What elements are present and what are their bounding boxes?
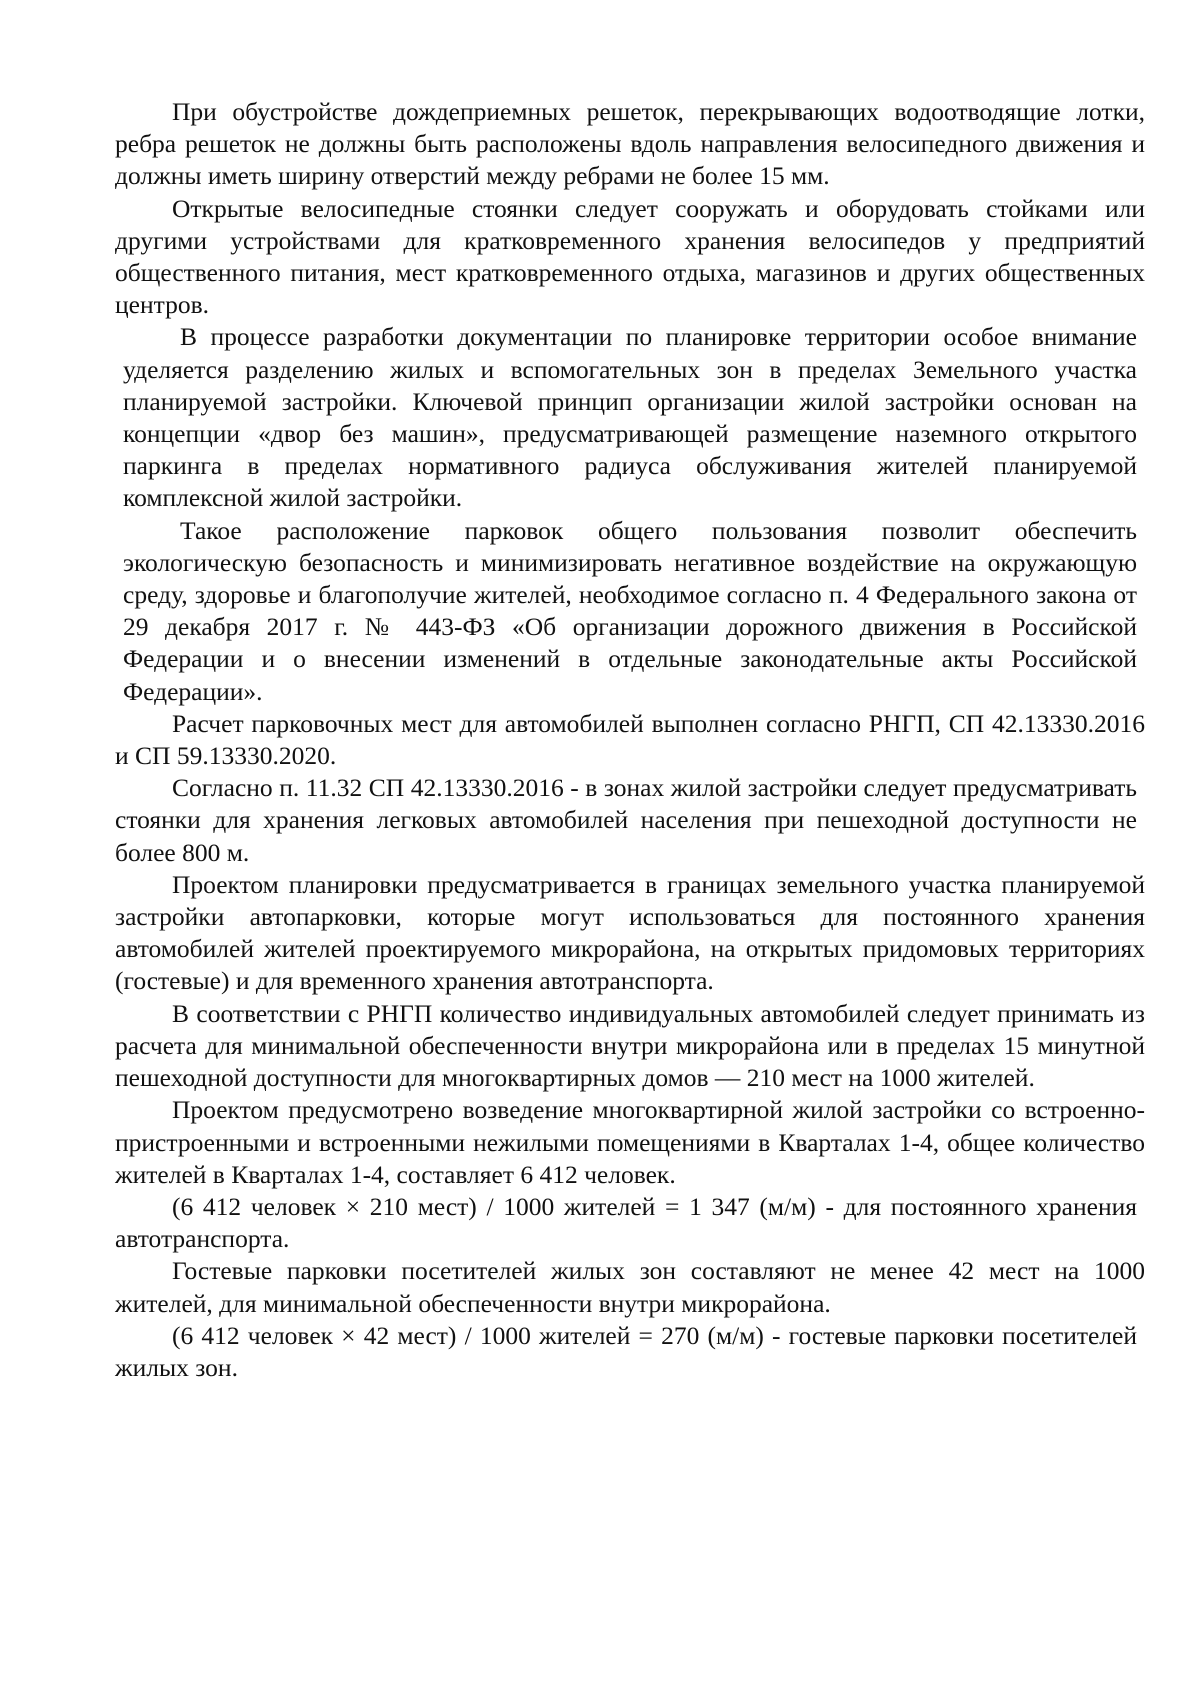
- paragraph-calculation-basis: Расчет парковочных мест для автомобилей выполнен согласно РНГП, СП 42.13330.2016 и СП 59.13330.2020.: [115, 708, 1145, 771]
- paragraph-guest-parking-calc: (6 412 человек × 42 мест) / 1000 жителей = 270 (м/м) - гостевые парковки посетителей жилых зон.: [115, 1320, 1137, 1382]
- paragraph-planned-parking: Проектом планировки предусматривается в границах земельного участка планируемой застройки автопарковки, которые могут использоваться для постоянного хранения автомобилей жителей проектируемого микрорайона, на открытых придомовых территориях (гостевые) и для временного хранения автотранспорта.: [115, 869, 1145, 996]
- document-page: [115, 96, 1145, 1384]
- paragraph-rngp-norm: В соответствии с РНГП количество индивидуальных автомобилей следует принимать из расчета для минимальной обеспеченности внутри микрорайона или в пределах 15 минутной пешеходной доступности для многоквартирных домов — 210 мест на 1000 жителей.: [115, 998, 1145, 1093]
- paragraph-bicycle-parking: Открытые велосипедные стоянки следует сооружать и оборудовать стойками или другими устройствами для кратковременного хранения велосипедов у предприятий общественного питания, мест кратковременного отдыха, магазинов и других общественных центров.: [115, 193, 1145, 320]
- paragraph-sp-11-32: Согласно п. 11.32 СП 42.13330.2016 - в зонах жилой застройки следует предусматривать стоянки для хранения легковых автомобилей населения при пешеходной доступности не более 800 м.: [115, 773, 1137, 867]
- paragraph-residents-count: Проектом предусмотрено возведение многоквартирной жилой застройки со встроенно-пристроенными и встроенными нежилыми помещениями в Кварталах 1-4, общее количество жителей в Кварталах 1-4, составляет 6 412 человек.: [115, 1095, 1145, 1189]
- paragraph-environmental-safety: Такое расположение парковок общего пользования позволит обеспечить экологическую безопасность и минимизировать негативное воздействие на окружающую среду, здоровье и благополучие жителей, необходимое согласно п. 4 Федерального закона от 29 декабря 2017 г. № 443-ФЗ «Об организации дорожного движения в Российской Федерации и о внесении изменений в отдельные законодательные акты Российской Федерации».: [123, 515, 1137, 706]
- paragraph-guest-parking-norm: Гостевые парковки посетителей жилых зон составляют не менее 42 мест на 1000 жителей, для минимальной обеспеченности внутри микрорайона.: [115, 1256, 1145, 1318]
- paragraph-drainage-grates: При обустройстве дождеприемных решеток, перекрывающих водоотводящие лотки, ребра решеток не должны быть расположены вдоль направления велосипедного движения и должны иметь ширину отверстий между ребрами не более 15 мм.: [115, 97, 1145, 191]
- paragraph-permanent-storage-calc: (6 412 человек × 210 мест) / 1000 жителей = 1 347 (м/м) - для постоянного хранения автотранспорта.: [115, 1191, 1137, 1254]
- paragraph-car-free-yard: В процессе разработки документации по планировке территории особое внимание уделяется разделению жилых и вспомогательных зон в пределах Земельного участка планируемой застройки. Ключевой принцип организации жилой застройки основан на концепции «двор без машин», предусматривающей размещение наземного открытого паркинга в пределах нормативного радиуса обслуживания жителей планируемой комплексной жилой застройки.: [123, 322, 1137, 513]
